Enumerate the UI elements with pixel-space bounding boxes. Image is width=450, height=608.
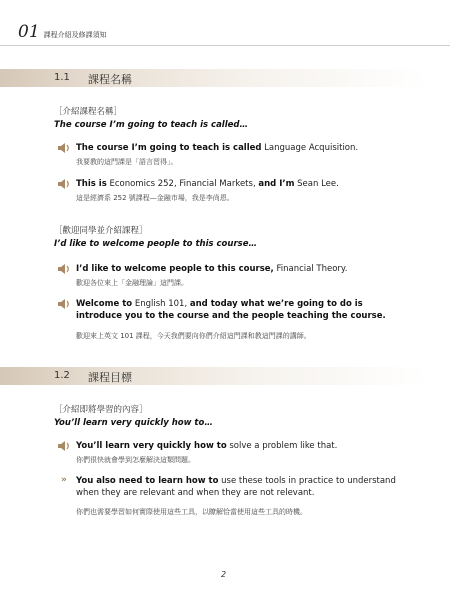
phrase-text: solve a problem like that. [226, 441, 338, 451]
speaker-icon[interactable] [58, 143, 70, 153]
phrase-text: English 101, [132, 299, 190, 309]
subheading-zh: ［歡迎同學並介紹課程］ [54, 226, 148, 236]
phrase-text: Financial Theory. [273, 264, 348, 274]
phrase-translation: 你們很快就會學到怎麼解決這類問題。 [76, 456, 195, 464]
subheading-en: You’ll learn very quickly how to… [54, 418, 213, 428]
speaker-icon[interactable] [58, 179, 70, 189]
phrase-text: Language Acquisition. [261, 143, 359, 153]
phrase-bold: You’ll learn very quickly how to [76, 441, 227, 451]
phrase-bold: Welcome to [76, 299, 133, 309]
chapter-title: 課程介紹及修課須知 [43, 31, 107, 39]
subheading-zh: ［介紹課程名稱］ [54, 107, 123, 117]
chapter-header [18, 22, 107, 42]
header-divider [0, 45, 450, 46]
subheading-en: I’d like to welcome people to this course… [54, 239, 257, 249]
phrase-translation: 這是經濟系 252 號課程—金融市場，我是李尚恩。 [76, 194, 234, 202]
phrase-translation: 歡迎各位來上「金融理論」這門課。 [76, 279, 188, 287]
subheading-zh: ［介紹即將學習的內容］ [54, 405, 148, 415]
phrase-text: use these tools in practice to understand when they are relevant and when they are not relevant. [76, 476, 396, 498]
phrase-bold: This is [76, 179, 107, 189]
phrase-bold: I’d like to welcome people to this course, [76, 264, 274, 274]
chevron-bullet-icon: » [61, 475, 67, 485]
section-bar-1-2 [0, 367, 450, 385]
section-title: 課程名稱 [88, 73, 132, 86]
phrase-translation: 歡迎來上英文 101 課程，今天我們要向你們介紹這門課和教這門課的講師。 [76, 332, 311, 340]
chapter-number: 01 [18, 22, 40, 42]
speaker-icon[interactable] [58, 299, 70, 309]
section-number: 1.1 [54, 72, 70, 83]
phrase-bold: The course I’m going to teach is called [76, 143, 262, 153]
phrase-translation: 我要教的這門課是「語言習得」。 [76, 158, 178, 166]
subheading-en: The course I’m going to teach is called… [54, 120, 248, 130]
phrase-text: Sean Lee. [294, 179, 339, 189]
section-bar-1-1 [0, 69, 450, 87]
phrase-translation: 你們也需要學習如何實際使用這些工具，以瞭解恰當使用這些工具的時機。 [76, 508, 307, 516]
phrase-bold: and today what we’re going to do is introduce you to the course and the people teaching the course. [76, 299, 386, 321]
phrase-bold: You also need to learn how to [76, 476, 219, 486]
phrase-text: Economics 252, Financial Markets, [106, 179, 259, 189]
speaker-icon[interactable] [58, 441, 70, 451]
section-title: 課程目標 [88, 371, 132, 384]
speaker-icon[interactable] [58, 264, 70, 274]
phrase-bold: and I’m [258, 179, 295, 189]
section-number: 1.2 [54, 370, 70, 381]
page-number: 2 [221, 570, 227, 579]
